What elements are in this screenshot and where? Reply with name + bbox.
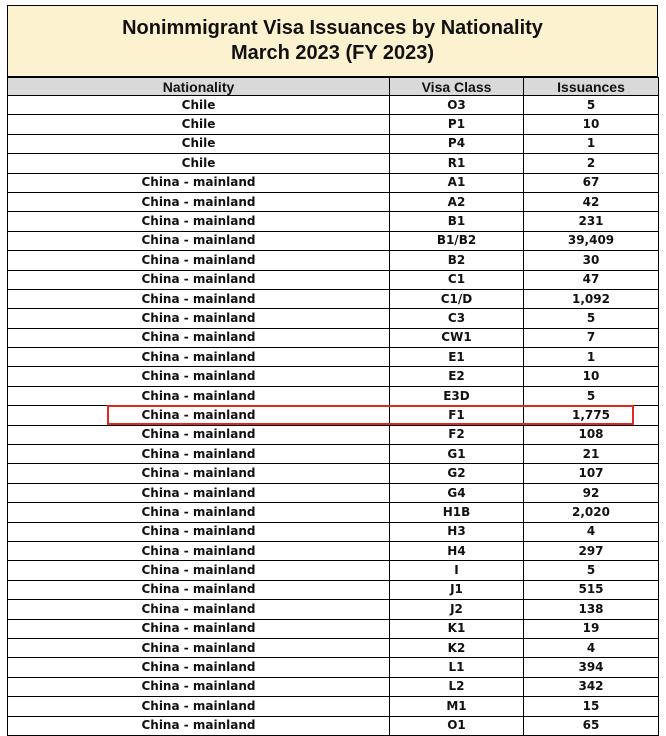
issuances-cell: 65 bbox=[524, 716, 659, 735]
nationality-cell: China - mainland bbox=[8, 600, 390, 619]
nationality-cell: China - mainland bbox=[8, 192, 390, 211]
issuances-cell: 1 bbox=[524, 134, 659, 153]
visa-class-cell: A1 bbox=[390, 173, 524, 192]
visa-class-cell: P1 bbox=[390, 115, 524, 134]
nationality-cell: China - mainland bbox=[8, 464, 390, 483]
report-title: Nonimmigrant Visa Issuances by Nationality bbox=[122, 17, 543, 39]
table-row bbox=[8, 503, 659, 522]
visa-class-cell: H1B bbox=[390, 503, 524, 522]
issuances-table bbox=[7, 77, 659, 736]
issuances-cell: 138 bbox=[524, 600, 659, 619]
table-row bbox=[8, 716, 659, 735]
nationality-cell: China - mainland bbox=[8, 638, 390, 657]
visa-class-cell: E1 bbox=[390, 348, 524, 367]
table-row bbox=[8, 483, 659, 502]
visa-class-cell: L2 bbox=[390, 677, 524, 696]
table-row bbox=[8, 464, 659, 483]
table-row bbox=[8, 96, 659, 115]
visa-class-cell: K1 bbox=[390, 619, 524, 638]
nationality-cell: China - mainland bbox=[8, 658, 390, 677]
table-row bbox=[8, 561, 659, 580]
issuances-cell: 15 bbox=[524, 697, 659, 716]
issuances-cell: 30 bbox=[524, 251, 659, 270]
table-row bbox=[8, 134, 659, 153]
nationality-cell: China - mainland bbox=[8, 697, 390, 716]
table-row bbox=[8, 600, 659, 619]
nationality-cell: China - mainland bbox=[8, 561, 390, 580]
table-row bbox=[8, 212, 659, 231]
issuances-cell: 10 bbox=[524, 367, 659, 386]
table-row bbox=[8, 658, 659, 677]
visa-class-cell: F2 bbox=[390, 425, 524, 444]
nationality-cell: China - mainland bbox=[8, 503, 390, 522]
issuances-cell: 2 bbox=[524, 154, 659, 173]
visa-class-cell: J1 bbox=[390, 580, 524, 599]
table-row bbox=[8, 619, 659, 638]
issuances-cell: 7 bbox=[524, 328, 659, 347]
visa-class-cell: C1/D bbox=[390, 289, 524, 308]
visa-class-cell: R1 bbox=[390, 154, 524, 173]
nationality-cell: Chile bbox=[8, 134, 390, 153]
issuances-cell: 5 bbox=[524, 96, 659, 115]
table-row bbox=[8, 115, 659, 134]
table-row bbox=[8, 328, 659, 347]
issuances-cell: 515 bbox=[524, 580, 659, 599]
table-row bbox=[8, 192, 659, 211]
issuances-cell: 21 bbox=[524, 445, 659, 464]
column-header-visa-class: Visa Class bbox=[390, 78, 524, 96]
report-period: March 2023 (FY 2023) bbox=[230, 42, 435, 64]
issuances-cell: 19 bbox=[524, 619, 659, 638]
visa-class-cell: C1 bbox=[390, 270, 524, 289]
visa-class-cell: O1 bbox=[390, 716, 524, 735]
nationality-cell: China - mainland bbox=[8, 445, 390, 464]
table-row bbox=[8, 677, 659, 696]
visa-class-cell: L1 bbox=[390, 658, 524, 677]
table-row bbox=[8, 638, 659, 657]
issuances-cell: 4 bbox=[524, 638, 659, 657]
table-header-row bbox=[8, 78, 659, 96]
nationality-cell: China - mainland bbox=[8, 580, 390, 599]
nationality-cell: China - mainland bbox=[8, 677, 390, 696]
issuances-cell: 47 bbox=[524, 270, 659, 289]
table-row bbox=[8, 231, 659, 250]
nationality-cell: China - mainland bbox=[8, 270, 390, 289]
nationality-cell: China - mainland bbox=[8, 309, 390, 328]
nationality-cell: Chile bbox=[8, 96, 390, 115]
table-row bbox=[8, 445, 659, 464]
visa-class-cell: J2 bbox=[390, 600, 524, 619]
issuances-cell: 108 bbox=[524, 425, 659, 444]
table-row bbox=[8, 173, 659, 192]
nationality-cell: China - mainland bbox=[8, 386, 390, 405]
visa-class-cell: B1/B2 bbox=[390, 231, 524, 250]
table-row bbox=[8, 697, 659, 716]
visa-class-cell: C3 bbox=[390, 309, 524, 328]
issuances-cell: 92 bbox=[524, 483, 659, 502]
issuances-cell: 10 bbox=[524, 115, 659, 134]
visa-class-cell: I bbox=[390, 561, 524, 580]
table-row bbox=[8, 154, 659, 173]
visa-class-cell: P4 bbox=[390, 134, 524, 153]
nationality-cell: China - mainland bbox=[8, 173, 390, 192]
report-title-box bbox=[7, 5, 658, 77]
issuances-cell: 39,409 bbox=[524, 231, 659, 250]
table-row bbox=[8, 309, 659, 328]
visa-class-cell: B1 bbox=[390, 212, 524, 231]
visa-class-cell: E3D bbox=[390, 386, 524, 405]
visa-class-cell: G4 bbox=[390, 483, 524, 502]
issuances-cell: 342 bbox=[524, 677, 659, 696]
issuances-cell: 1,775 bbox=[524, 406, 659, 425]
issuances-cell: 2,020 bbox=[524, 503, 659, 522]
table-row bbox=[8, 251, 659, 270]
visa-class-cell: B2 bbox=[390, 251, 524, 270]
visa-class-cell: G2 bbox=[390, 464, 524, 483]
table-row bbox=[8, 425, 659, 444]
nationality-cell: China - mainland bbox=[8, 251, 390, 270]
visa-class-cell: H3 bbox=[390, 522, 524, 541]
issuances-cell: 5 bbox=[524, 386, 659, 405]
table-row bbox=[8, 522, 659, 541]
nationality-cell: China - mainland bbox=[8, 522, 390, 541]
column-header-nationality: Nationality bbox=[8, 78, 390, 96]
table-row bbox=[8, 580, 659, 599]
nationality-cell: China - mainland bbox=[8, 289, 390, 308]
nationality-cell: China - mainland bbox=[8, 406, 390, 425]
table-row bbox=[8, 348, 659, 367]
issuances-cell: 231 bbox=[524, 212, 659, 231]
nationality-cell: China - mainland bbox=[8, 231, 390, 250]
table-row bbox=[8, 406, 659, 425]
table-row bbox=[8, 386, 659, 405]
nationality-cell: Chile bbox=[8, 115, 390, 134]
visa-class-cell: O3 bbox=[390, 96, 524, 115]
visa-class-cell: M1 bbox=[390, 697, 524, 716]
issuances-cell: 42 bbox=[524, 192, 659, 211]
nationality-cell: China - mainland bbox=[8, 619, 390, 638]
nationality-cell: China - mainland bbox=[8, 212, 390, 231]
table-body bbox=[8, 96, 659, 736]
visa-issuance-report bbox=[7, 5, 658, 736]
column-header-issuances: Issuances bbox=[524, 78, 659, 96]
issuances-cell: 5 bbox=[524, 561, 659, 580]
visa-class-cell: G1 bbox=[390, 445, 524, 464]
nationality-cell: China - mainland bbox=[8, 348, 390, 367]
nationality-cell: China - mainland bbox=[8, 328, 390, 347]
table-row bbox=[8, 270, 659, 289]
issuances-cell: 394 bbox=[524, 658, 659, 677]
visa-class-cell: F1 bbox=[390, 406, 524, 425]
issuances-cell: 4 bbox=[524, 522, 659, 541]
table-row bbox=[8, 367, 659, 386]
issuances-cell: 107 bbox=[524, 464, 659, 483]
issuances-cell: 1 bbox=[524, 348, 659, 367]
issuances-cell: 297 bbox=[524, 541, 659, 560]
table-row bbox=[8, 289, 659, 308]
issuances-cell: 5 bbox=[524, 309, 659, 328]
issuances-cell: 67 bbox=[524, 173, 659, 192]
nationality-cell: China - mainland bbox=[8, 483, 390, 502]
nationality-cell: China - mainland bbox=[8, 425, 390, 444]
visa-class-cell: A2 bbox=[390, 192, 524, 211]
visa-class-cell: E2 bbox=[390, 367, 524, 386]
visa-class-cell: K2 bbox=[390, 638, 524, 657]
issuances-cell: 1,092 bbox=[524, 289, 659, 308]
visa-class-cell: H4 bbox=[390, 541, 524, 560]
nationality-cell: China - mainland bbox=[8, 541, 390, 560]
nationality-cell: China - mainland bbox=[8, 716, 390, 735]
nationality-cell: China - mainland bbox=[8, 367, 390, 386]
table-row bbox=[8, 541, 659, 560]
nationality-cell: Chile bbox=[8, 154, 390, 173]
visa-class-cell: CW1 bbox=[390, 328, 524, 347]
